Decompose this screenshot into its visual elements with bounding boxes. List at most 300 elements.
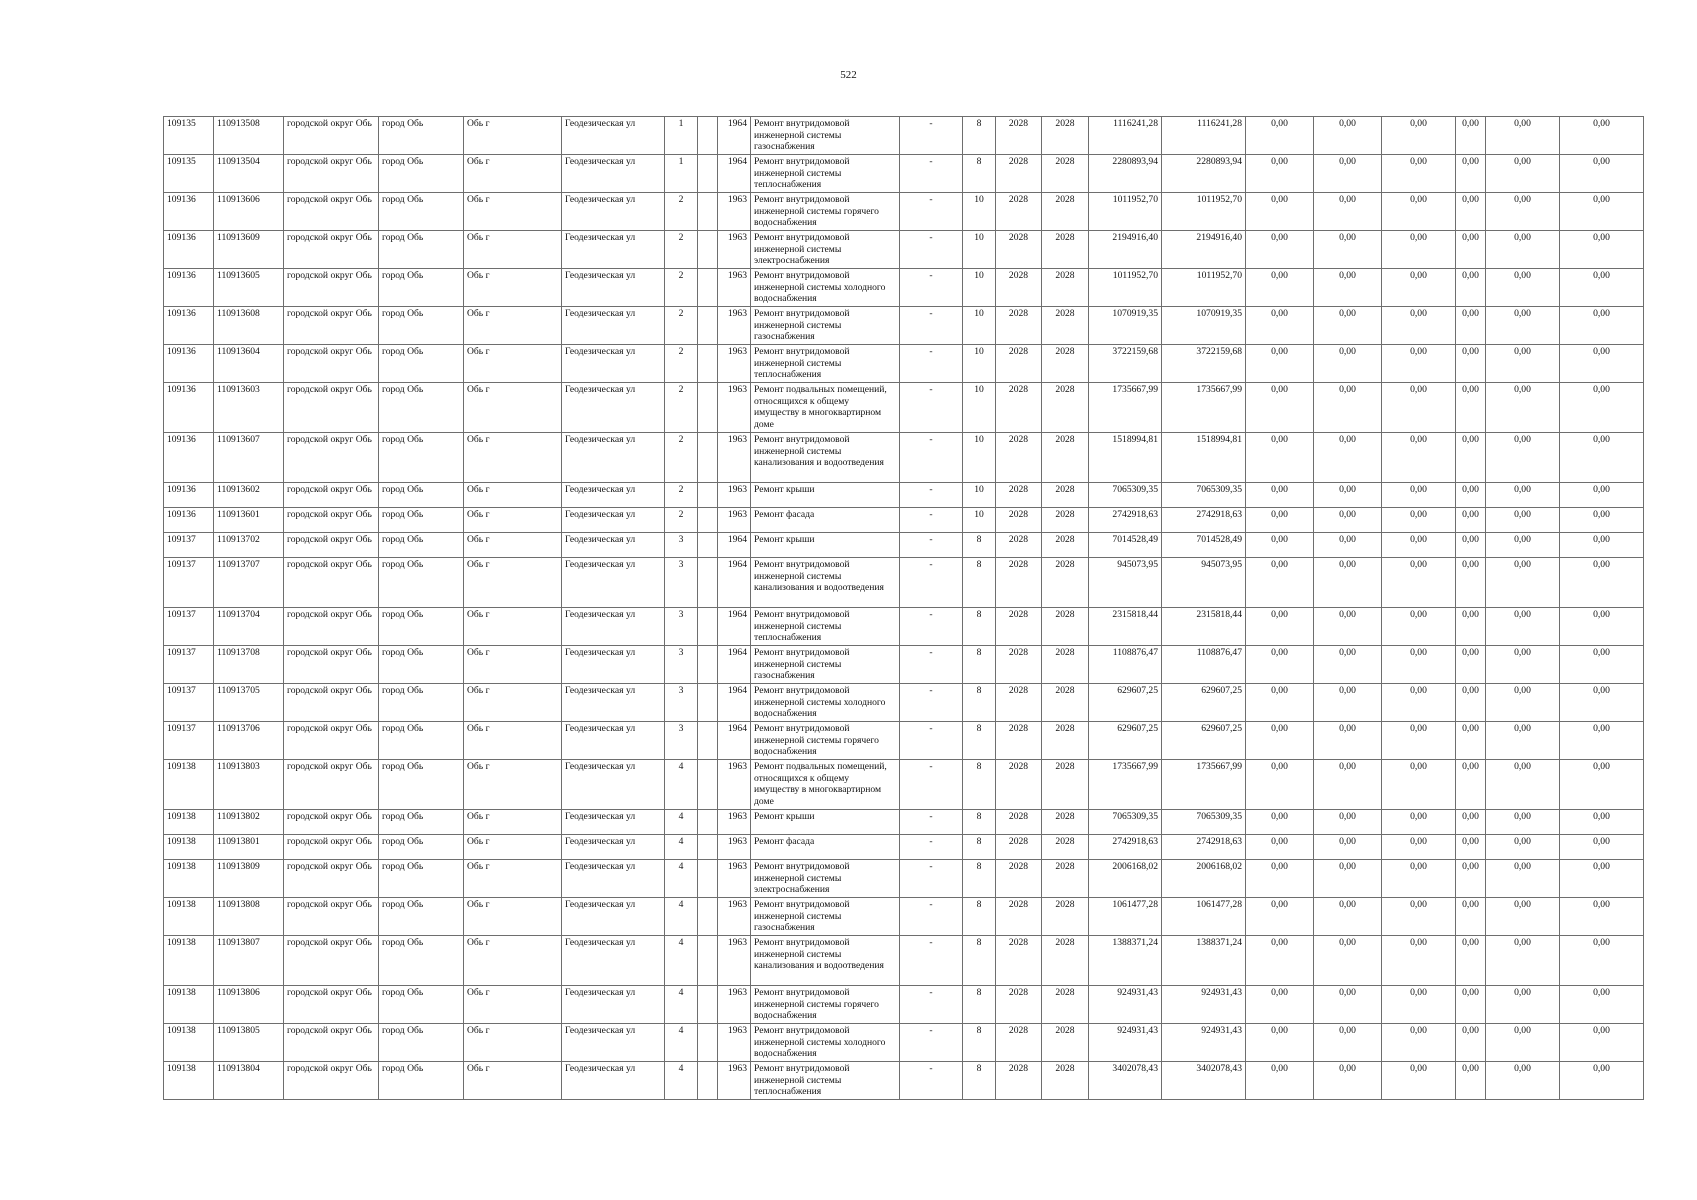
cell-house: 2 — [665, 345, 698, 383]
cell-total: 1388371,24 — [1089, 936, 1162, 986]
cell-f6: 0,00 — [1560, 117, 1644, 155]
cell-house: 4 — [665, 860, 698, 898]
cell-work: Ремонт внутридомовой инженерной системы теплоснабжения — [751, 155, 900, 193]
cell-floors: 8 — [963, 1024, 996, 1062]
cell-f2: 0,00 — [1314, 1062, 1382, 1100]
cell-city: город Обь — [379, 558, 464, 608]
cell-district: городской округ Обь — [284, 608, 379, 646]
cell-y2: 2028 — [1042, 986, 1089, 1024]
cell-unit: - — [900, 835, 963, 860]
cell-house: 2 — [665, 433, 698, 483]
cell-total: 2315818,44 — [1089, 608, 1162, 646]
cell-street: Геодезическая ул — [562, 608, 665, 646]
cell-total: 1735667,99 — [1089, 760, 1162, 810]
cell-id: 109136 — [164, 345, 214, 383]
cell-y2: 2028 — [1042, 860, 1089, 898]
cell-y2: 2028 — [1042, 646, 1089, 684]
cell-f1: 0,00 — [1246, 684, 1314, 722]
cell-code: 110913804 — [214, 1062, 284, 1100]
cell-house: 4 — [665, 835, 698, 860]
cell-f1: 0,00 — [1246, 558, 1314, 608]
cell-y2: 2028 — [1042, 231, 1089, 269]
cell-unit: - — [900, 722, 963, 760]
cell-f5: 0,00 — [1486, 433, 1560, 483]
cell-y2: 2028 — [1042, 722, 1089, 760]
cell-f3: 0,00 — [1382, 433, 1456, 483]
cell-work: Ремонт подвальных помещений, относящихся к общему имуществу в многоквартирном доме — [751, 383, 900, 433]
cell-f5: 0,00 — [1486, 508, 1560, 533]
cell-floors: 8 — [963, 936, 996, 986]
cell-floors: 10 — [963, 383, 996, 433]
cell-id: 109137 — [164, 646, 214, 684]
cell-total: 7065309,35 — [1089, 483, 1162, 508]
cell-y1: 2028 — [996, 810, 1042, 835]
cell-f2: 0,00 — [1314, 986, 1382, 1024]
cell-f1: 0,00 — [1246, 608, 1314, 646]
cell-code: 110913605 — [214, 269, 284, 307]
cell-locality: Обь г — [464, 433, 562, 483]
cell-work: Ремонт внутридомовой инженерной системы горячего водоснабжения — [751, 193, 900, 231]
cell-sum: 629607,25 — [1162, 722, 1246, 760]
cell-f2: 0,00 — [1314, 898, 1382, 936]
cell-code: 110913604 — [214, 345, 284, 383]
cell-sum: 1011952,70 — [1162, 193, 1246, 231]
cell-f1: 0,00 — [1246, 860, 1314, 898]
cell-unit: - — [900, 810, 963, 835]
cell-f5: 0,00 — [1486, 684, 1560, 722]
cell-f6: 0,00 — [1560, 558, 1644, 608]
cell-f1: 0,00 — [1246, 533, 1314, 558]
cell-y1: 2028 — [996, 986, 1042, 1024]
cell-f2: 0,00 — [1314, 155, 1382, 193]
cell-district: городской округ Обь — [284, 898, 379, 936]
cell-f6: 0,00 — [1560, 722, 1644, 760]
cell-district: городской округ Обь — [284, 646, 379, 684]
cell-work: Ремонт внутридомовой инженерной системы холодного водоснабжения — [751, 1024, 900, 1062]
cell-f2: 0,00 — [1314, 117, 1382, 155]
cell-city: город Обь — [379, 383, 464, 433]
cell-year: 1964 — [718, 646, 751, 684]
cell-code: 110913809 — [214, 860, 284, 898]
cell-f4: 0,00 — [1456, 117, 1486, 155]
cell-y1: 2028 — [996, 608, 1042, 646]
cell-house: 2 — [665, 383, 698, 433]
cell-city: город Обь — [379, 345, 464, 383]
cell-f1: 0,00 — [1246, 898, 1314, 936]
cell-year: 1964 — [718, 533, 751, 558]
cell-f4: 0,00 — [1456, 936, 1486, 986]
cell-f3: 0,00 — [1382, 345, 1456, 383]
cell-street: Геодезическая ул — [562, 1062, 665, 1100]
cell-f6: 0,00 — [1560, 269, 1644, 307]
cell-f1: 0,00 — [1246, 383, 1314, 433]
cell-district: городской округ Обь — [284, 835, 379, 860]
cell-locality: Обь г — [464, 307, 562, 345]
cell-district: городской округ Обь — [284, 433, 379, 483]
cell-work: Ремонт внутридомовой инженерной системы газоснабжения — [751, 646, 900, 684]
table-row — [164, 898, 1644, 936]
cell-y1: 2028 — [996, 345, 1042, 383]
cell-locality: Обь г — [464, 483, 562, 508]
cell-sum: 7014528,49 — [1162, 533, 1246, 558]
cell-locality: Обь г — [464, 558, 562, 608]
cell-corp — [698, 1024, 718, 1062]
cell-f3: 0,00 — [1382, 558, 1456, 608]
cell-total: 3722159,68 — [1089, 345, 1162, 383]
cell-f6: 0,00 — [1560, 383, 1644, 433]
cell-locality: Обь г — [464, 936, 562, 986]
cell-house: 4 — [665, 898, 698, 936]
cell-id: 109137 — [164, 722, 214, 760]
cell-city: город Обь — [379, 483, 464, 508]
cell-floors: 8 — [963, 646, 996, 684]
cell-street: Геодезическая ул — [562, 558, 665, 608]
cell-city: город Обь — [379, 835, 464, 860]
cell-city: город Обь — [379, 646, 464, 684]
cell-f5: 0,00 — [1486, 533, 1560, 558]
cell-corp — [698, 898, 718, 936]
cell-unit: - — [900, 483, 963, 508]
cell-corp — [698, 155, 718, 193]
cell-unit: - — [900, 231, 963, 269]
cell-id: 109136 — [164, 307, 214, 345]
cell-house: 2 — [665, 193, 698, 231]
cell-city: город Обь — [379, 508, 464, 533]
cell-year: 1963 — [718, 508, 751, 533]
cell-city: город Обь — [379, 986, 464, 1024]
cell-y1: 2028 — [996, 646, 1042, 684]
cell-f3: 0,00 — [1382, 231, 1456, 269]
cell-house: 3 — [665, 608, 698, 646]
cell-corp — [698, 860, 718, 898]
table-row — [164, 936, 1644, 986]
cell-id: 109138 — [164, 810, 214, 835]
cell-y1: 2028 — [996, 193, 1042, 231]
cell-y1: 2028 — [996, 155, 1042, 193]
cell-locality: Обь г — [464, 1062, 562, 1100]
cell-floors: 8 — [963, 860, 996, 898]
cell-total: 7065309,35 — [1089, 810, 1162, 835]
cell-f1: 0,00 — [1246, 760, 1314, 810]
cell-work: Ремонт внутридомовой инженерной системы канализования и водоотведения — [751, 433, 900, 483]
cell-street: Геодезическая ул — [562, 898, 665, 936]
cell-work: Ремонт внутридомовой инженерной системы теплоснабжения — [751, 1062, 900, 1100]
cell-street: Геодезическая ул — [562, 810, 665, 835]
cell-floors: 10 — [963, 483, 996, 508]
cell-house: 4 — [665, 1024, 698, 1062]
cell-locality: Обь г — [464, 345, 562, 383]
cell-corp — [698, 646, 718, 684]
table-row — [164, 307, 1644, 345]
cell-f6: 0,00 — [1560, 155, 1644, 193]
cell-f4: 0,00 — [1456, 608, 1486, 646]
cell-unit: - — [900, 898, 963, 936]
cell-f4: 0,00 — [1456, 193, 1486, 231]
cell-district: городской округ Обь — [284, 193, 379, 231]
cell-id: 109136 — [164, 483, 214, 508]
cell-f3: 0,00 — [1382, 936, 1456, 986]
cell-district: городской округ Обь — [284, 722, 379, 760]
cell-unit: - — [900, 608, 963, 646]
cell-code: 110913603 — [214, 383, 284, 433]
cell-f1: 0,00 — [1246, 722, 1314, 760]
cell-city: город Обь — [379, 684, 464, 722]
cell-f4: 0,00 — [1456, 558, 1486, 608]
cell-f6: 0,00 — [1560, 193, 1644, 231]
cell-street: Геодезическая ул — [562, 1024, 665, 1062]
cell-work: Ремонт внутридомовой инженерной системы канализования и водоотведения — [751, 558, 900, 608]
cell-unit: - — [900, 269, 963, 307]
cell-id: 109138 — [164, 1024, 214, 1062]
cell-city: город Обь — [379, 533, 464, 558]
cell-f5: 0,00 — [1486, 269, 1560, 307]
cell-street: Геодезическая ул — [562, 646, 665, 684]
cell-f3: 0,00 — [1382, 1024, 1456, 1062]
cell-locality: Обь г — [464, 860, 562, 898]
cell-total: 2742918,63 — [1089, 835, 1162, 860]
cell-house: 4 — [665, 760, 698, 810]
cell-locality: Обь г — [464, 269, 562, 307]
table-row — [164, 646, 1644, 684]
cell-floors: 10 — [963, 345, 996, 383]
cell-y1: 2028 — [996, 269, 1042, 307]
cell-id: 109136 — [164, 433, 214, 483]
cell-sum: 629607,25 — [1162, 684, 1246, 722]
cell-f2: 0,00 — [1314, 269, 1382, 307]
cell-f5: 0,00 — [1486, 760, 1560, 810]
cell-code: 110913708 — [214, 646, 284, 684]
table-row — [164, 810, 1644, 835]
cell-house: 4 — [665, 810, 698, 835]
cell-f4: 0,00 — [1456, 860, 1486, 898]
cell-id: 109136 — [164, 269, 214, 307]
cell-locality: Обь г — [464, 722, 562, 760]
cell-total: 7014528,49 — [1089, 533, 1162, 558]
cell-f5: 0,00 — [1486, 646, 1560, 684]
cell-year: 1963 — [718, 898, 751, 936]
cell-y1: 2028 — [996, 760, 1042, 810]
cell-street: Геодезическая ул — [562, 433, 665, 483]
cell-total: 2280893,94 — [1089, 155, 1162, 193]
cell-house: 1 — [665, 155, 698, 193]
cell-city: город Обь — [379, 898, 464, 936]
cell-year: 1964 — [718, 608, 751, 646]
cell-floors: 8 — [963, 684, 996, 722]
cell-total: 1108876,47 — [1089, 646, 1162, 684]
cell-f4: 0,00 — [1456, 533, 1486, 558]
cell-locality: Обь г — [464, 810, 562, 835]
cell-y1: 2028 — [996, 307, 1042, 345]
cell-corp — [698, 231, 718, 269]
cell-year: 1964 — [718, 117, 751, 155]
cell-f1: 0,00 — [1246, 117, 1314, 155]
cell-sum: 3402078,43 — [1162, 1062, 1246, 1100]
cell-year: 1963 — [718, 269, 751, 307]
cell-house: 3 — [665, 533, 698, 558]
cell-unit: - — [900, 1062, 963, 1100]
table-row — [164, 483, 1644, 508]
cell-f2: 0,00 — [1314, 936, 1382, 986]
cell-total: 3402078,43 — [1089, 1062, 1162, 1100]
cell-f3: 0,00 — [1382, 307, 1456, 345]
cell-floors: 8 — [963, 810, 996, 835]
cell-work: Ремонт крыши — [751, 483, 900, 508]
cell-locality: Обь г — [464, 231, 562, 269]
cell-city: город Обь — [379, 860, 464, 898]
cell-work: Ремонт внутридомовой инженерной системы электроснабжения — [751, 231, 900, 269]
cell-total: 2194916,40 — [1089, 231, 1162, 269]
cell-y1: 2028 — [996, 936, 1042, 986]
cell-corp — [698, 307, 718, 345]
cell-y1: 2028 — [996, 1024, 1042, 1062]
cell-f5: 0,00 — [1486, 860, 1560, 898]
cell-city: город Обь — [379, 193, 464, 231]
cell-sum: 2315818,44 — [1162, 608, 1246, 646]
cell-f5: 0,00 — [1486, 345, 1560, 383]
cell-sum: 1108876,47 — [1162, 646, 1246, 684]
cell-year: 1963 — [718, 860, 751, 898]
cell-work: Ремонт внутридомовой инженерной системы газоснабжения — [751, 117, 900, 155]
cell-f4: 0,00 — [1456, 835, 1486, 860]
cell-total: 1116241,28 — [1089, 117, 1162, 155]
cell-f1: 0,00 — [1246, 810, 1314, 835]
cell-id: 109136 — [164, 383, 214, 433]
cell-work: Ремонт подвальных помещений, относящихся к общему имуществу в многоквартирном доме — [751, 760, 900, 810]
cell-f2: 0,00 — [1314, 684, 1382, 722]
cell-sum: 1388371,24 — [1162, 936, 1246, 986]
cell-y1: 2028 — [996, 835, 1042, 860]
cell-house: 1 — [665, 117, 698, 155]
cell-y2: 2028 — [1042, 345, 1089, 383]
cell-corp — [698, 608, 718, 646]
cell-district: городской округ Обь — [284, 558, 379, 608]
cell-city: город Обь — [379, 155, 464, 193]
cell-f2: 0,00 — [1314, 193, 1382, 231]
cell-f4: 0,00 — [1456, 646, 1486, 684]
cell-district: городской округ Обь — [284, 1024, 379, 1062]
cell-total: 1011952,70 — [1089, 269, 1162, 307]
cell-locality: Обь г — [464, 835, 562, 860]
cell-total: 2742918,63 — [1089, 508, 1162, 533]
cell-sum: 1735667,99 — [1162, 760, 1246, 810]
cell-city: город Обь — [379, 231, 464, 269]
cell-f2: 0,00 — [1314, 608, 1382, 646]
cell-corp — [698, 117, 718, 155]
cell-floors: 8 — [963, 986, 996, 1024]
cell-y2: 2028 — [1042, 835, 1089, 860]
cell-y2: 2028 — [1042, 608, 1089, 646]
cell-y2: 2028 — [1042, 117, 1089, 155]
cell-unit: - — [900, 433, 963, 483]
table-row — [164, 558, 1644, 608]
cell-floors: 8 — [963, 533, 996, 558]
cell-id: 109138 — [164, 1062, 214, 1100]
cell-f6: 0,00 — [1560, 608, 1644, 646]
cell-corp — [698, 345, 718, 383]
cell-f4: 0,00 — [1456, 383, 1486, 433]
cell-locality: Обь г — [464, 986, 562, 1024]
cell-locality: Обь г — [464, 155, 562, 193]
cell-sum: 2742918,63 — [1162, 508, 1246, 533]
page-number: 522 — [840, 69, 857, 81]
cell-street: Геодезическая ул — [562, 986, 665, 1024]
cell-f4: 0,00 — [1456, 1062, 1486, 1100]
cell-unit: - — [900, 307, 963, 345]
cell-street: Геодезическая ул — [562, 307, 665, 345]
cell-year: 1963 — [718, 231, 751, 269]
cell-f3: 0,00 — [1382, 986, 1456, 1024]
cell-house: 2 — [665, 307, 698, 345]
cell-street: Геодезическая ул — [562, 193, 665, 231]
cell-corp — [698, 986, 718, 1024]
cell-f6: 0,00 — [1560, 860, 1644, 898]
repair-register-table — [163, 116, 1644, 1100]
cell-year: 1963 — [718, 1024, 751, 1062]
cell-y1: 2028 — [996, 558, 1042, 608]
cell-f6: 0,00 — [1560, 835, 1644, 860]
cell-f2: 0,00 — [1314, 760, 1382, 810]
cell-code: 110913805 — [214, 1024, 284, 1062]
cell-work: Ремонт крыши — [751, 810, 900, 835]
cell-code: 110913707 — [214, 558, 284, 608]
cell-district: городской округ Обь — [284, 383, 379, 433]
cell-id: 109137 — [164, 684, 214, 722]
cell-f6: 0,00 — [1560, 483, 1644, 508]
table-row — [164, 231, 1644, 269]
cell-code: 110913601 — [214, 508, 284, 533]
cell-district: городской округ Обь — [284, 483, 379, 508]
cell-work: Ремонт внутридомовой инженерной системы теплоснабжения — [751, 345, 900, 383]
table-row — [164, 383, 1644, 433]
table-row — [164, 608, 1644, 646]
cell-total: 1070919,35 — [1089, 307, 1162, 345]
cell-floors: 10 — [963, 269, 996, 307]
cell-sum: 1116241,28 — [1162, 117, 1246, 155]
cell-f1: 0,00 — [1246, 345, 1314, 383]
table-row — [164, 722, 1644, 760]
cell-f6: 0,00 — [1560, 307, 1644, 345]
cell-total: 2006168,02 — [1089, 860, 1162, 898]
cell-f2: 0,00 — [1314, 533, 1382, 558]
cell-house: 4 — [665, 1062, 698, 1100]
cell-district: городской округ Обь — [284, 155, 379, 193]
cell-f3: 0,00 — [1382, 1062, 1456, 1100]
cell-f5: 0,00 — [1486, 722, 1560, 760]
cell-year: 1963 — [718, 345, 751, 383]
cell-floors: 10 — [963, 231, 996, 269]
cell-street: Геодезическая ул — [562, 760, 665, 810]
cell-work: Ремонт внутридомовой инженерной системы холодного водоснабжения — [751, 269, 900, 307]
cell-f6: 0,00 — [1560, 646, 1644, 684]
cell-f4: 0,00 — [1456, 810, 1486, 835]
cell-y2: 2028 — [1042, 684, 1089, 722]
cell-district: городской округ Обь — [284, 860, 379, 898]
cell-street: Геодезическая ул — [562, 860, 665, 898]
cell-district: городской округ Обь — [284, 760, 379, 810]
cell-sum: 1011952,70 — [1162, 269, 1246, 307]
cell-f1: 0,00 — [1246, 433, 1314, 483]
cell-f5: 0,00 — [1486, 307, 1560, 345]
cell-sum: 7065309,35 — [1162, 810, 1246, 835]
cell-total: 924931,43 — [1089, 1024, 1162, 1062]
cell-street: Геодезическая ул — [562, 345, 665, 383]
cell-locality: Обь г — [464, 193, 562, 231]
cell-code: 110913607 — [214, 433, 284, 483]
cell-y1: 2028 — [996, 860, 1042, 898]
cell-f6: 0,00 — [1560, 936, 1644, 986]
cell-work: Ремонт внутридомовой инженерной системы канализования и водоотведения — [751, 936, 900, 986]
cell-floors: 8 — [963, 117, 996, 155]
